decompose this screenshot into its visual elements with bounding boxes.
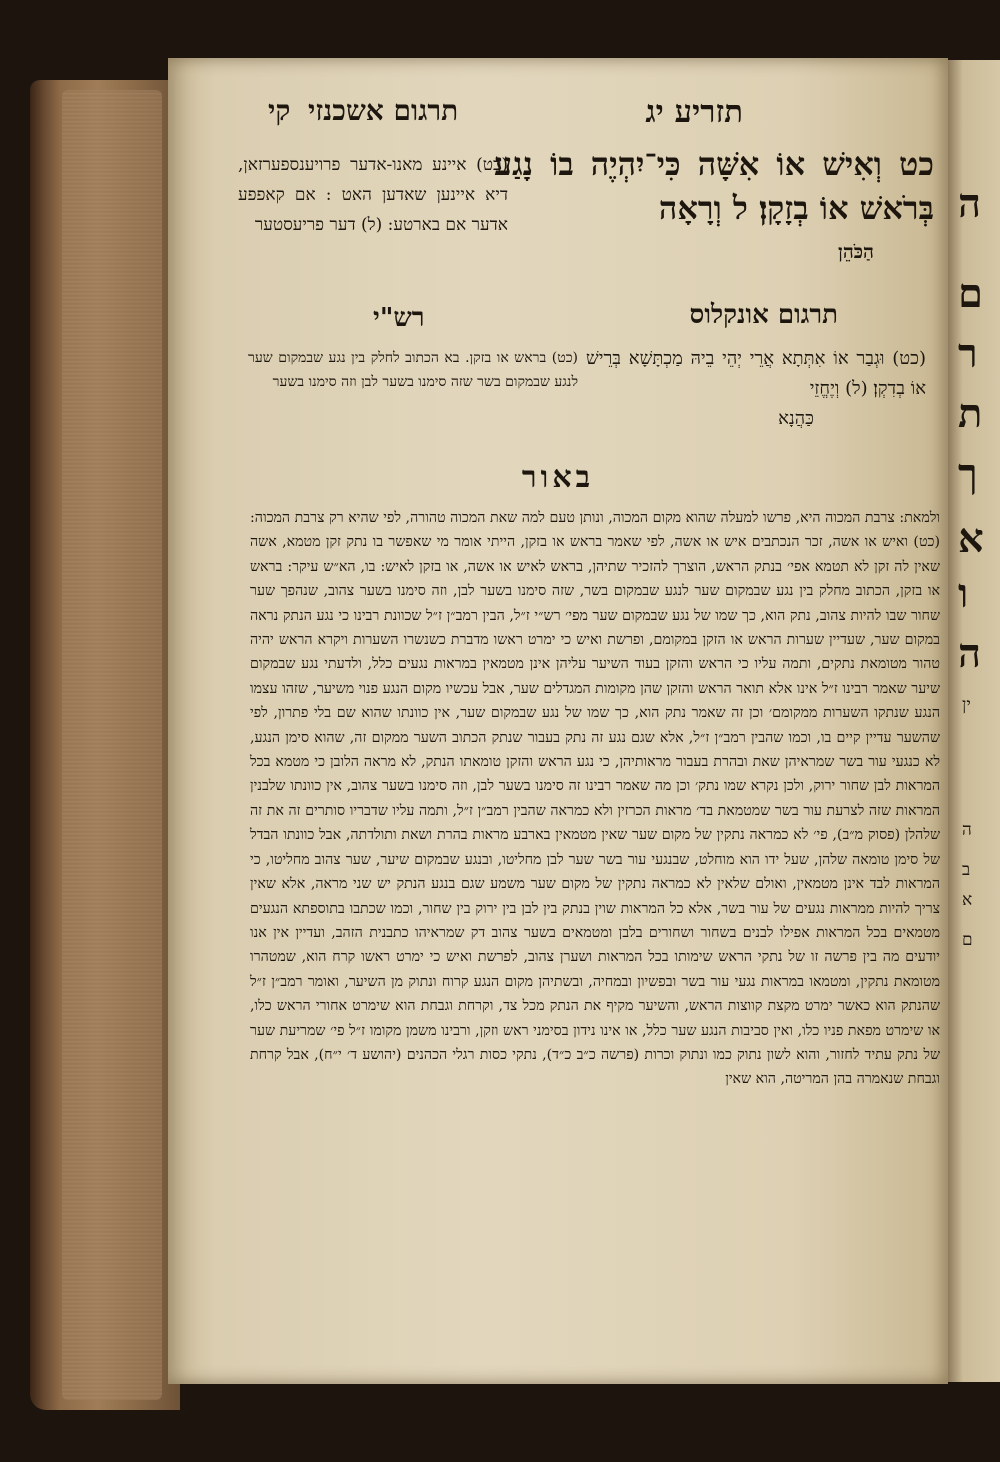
facing-letter: א [958,515,984,562]
facing-letter: ין [962,695,971,715]
ashkenazi-translation: (כט) איינע מאנו-אדער פרויענספערזאן, דיא איינען שאדען האט : אם קאפפע אדער אם בארטע: (ל) דער פריעסטער [238,155,508,235]
rashi-title: רש"י [373,303,425,333]
facing-letter: ה [962,820,972,840]
onkelos-continuation: כַּהֲנָא [778,408,814,429]
facing-letter: ת [958,390,983,437]
facing-letter: ה [958,630,982,677]
facing-letter: ה [958,180,982,227]
onkelos-body: (כט) וּגְבַר אוֹ אִתְּתָא אֲרֵי יְהֵי בֵיהּ מַכְתָּשָׁא בְּרֵישׁ אוֹ בְדִקְן׃ (ל) וְיֶחֱזֵי [586,348,926,399]
beur-paragraph: ולמאת: צרבת המכוה היא, פרשו למעלה שהוא מקום המכוה, ונותן טעם למה שאת המכוה טהורה, לפי שהיא רק צרבת המכוה: (כט) ואיש או אשה, זכר הנכתבים איש או אשה, לפי שאמר בראש או בזקן, הייתי אומר מי שאפשר בו נתק זקן מטמא, אשה שאין לה זקן לא תטמא אפי׳ בנתק הראש, הוצרך להזכיר שתיהן, בראש לאיש או אשה, או בזקן לאיש: בו, הא״ש עיקר: בראש או בזקן, הכתוב מחלק בין נגע שבמקום שער לנגע שבמקום בשר, שזה סימנו בשער לבן, וזה סימנו בשער צהוב, שנהפך שער שחור שבו להיות צהוב, נתק הוא, כך שמו של נגע שבמקום שער מפי׳ רש״י ז״ל, הבין רמב״ן ז״ל שכוונת רבינו כי נגע הנתק נראה במקום שער, שעדיין שערות הראש או הזקן במקומם, ופרשת ואיש כי ימרט ראשו מדברת כשנשרו השערות ויקרא הראש יהיה טהור מטומאת נתקים, ותמה עליו כי הראש והזקן בעוד השיער עליהן אינן מטמאין במראות נגעים כלל, ולדעתי נגע שבמקום שיער שאמר רבינו ז״ל אינו אלא תואר הראש והזקן שהן מקומות המגדלים שער, אבל עכשיו מקום הנגע פנוי משיער, שזהו עצמו הנגע שנתקו השערות ממקומם׳ וכן זה שאמר נתק הוא, כך שמו של נגע שבמקום שער, אין כוונתו שהוא שם בלי פתרון, לפי שהשער עדיין קיים בו, וכמו שהבין רמב״ן ז״ל, אלא שגם נגע זה נתק בעבור שנתק הכתוב השער ממקום זה, שהוא סימן הנגע, לא כנגעי עור בשר שמראיהן שאת ובהרת בעבור מראותיהן, כי נגע הראש והזקן טומאתו הנתק, לא מראה הלובן כי מטמא בכל המראות לבן שחור ירוק, ולכן נקרא שמו נתק׳ וכן מה שאמר רבינו זה סימנו בשער לבן, וזה סימנו בשער צהוב, אין כוונתו שלבנין המראות שזה לצרעת עור בשר שמטמאת בד׳ מראות הכרזין ולא כמראה שהבין רמב״ן ז״ל, ותמה עליו שדבריו סותרים זה את זה שלהלן (פסוק מ״ב), פי׳ לא כמראה נתקין של מקום שער שאין מטמאין בארבע מראות בהרת ושאת ותולדתה, אבל כוונתו הבדל של סימן טומאה שלהן, שעל ידו הוא מוחלט, שבנגעי עור בשר שער לבן מחליטו, ובנגע שבמקום שיער, שער צהוב מחליטו, כי המראות לבד אינן מטמאין, ואולם שלאין לא כמראה נתקין של מקום שער משמע שגם בנגע הנתק יש שני מראה, אלא שאין צריך להיות ממראות נגעים של עור בשר, אלא כל המראות שוין בנתק בין לבן בין ירוק בין שחור, וכמו שכתבו בתוספתא הנגעים מטמאים בכל המראות אפילו לבנים בשחור ושחורים בלבן ומטמאים בשער צהוב דק שמראיהו כתבנית הזהב, ועדיין אין אנו יודעים מה בין פרשה זו של נתקי הראש שימותו בכל המראות ושערן צהוב, לפרשת ואיש כי ימרט ראשו קרח הוא, שמטהרו מטומאת נתקין, ומטמאו במראות נגעי עור בשר ובפשיון ובמחיה, ובשתיהן מקום הנגע קרוח ונתוק מן השיער, ואומר רמב״ן ז״ל שהנתק הוא כאשר ימרט מקצת קווצות הראש, והשיער מקיף את הנתק מכל צד, וקרחת וגבחת הוא שימרט אחורי הראש כלו, או שימרט מפאת פניו כלו, ואין סביבות הנגע שער כלל, או אינו נידון בסימני ראש וזקן, ורבינו משמן מקומו ז״ל פי׳ שמריעת שער של נתק עתיד לחזור, והוא לשון נתוק כמו ונתוק וכרות (פרשה כ״ב כ״ד), נתקי כסות רגלי הכהנים (יהושע ד׳ י״ח), אבל קרחת וגבחת שנאמרה בהן המריטה, הוא שאין [250,510,940,1088]
beur-title: באור [521,460,595,495]
onkelos-title: תרגום אונקלוס [689,300,838,330]
torah-verse [494,142,934,274]
facing-letter: ם [958,270,983,317]
facing-page [948,60,1000,1382]
facing-letter: א [962,890,973,910]
facing-letter: ם [962,930,973,950]
verse-continuation: הַכֹּהֵן [838,241,874,263]
page-edges [62,90,162,1400]
targum-header: תרגום אשכנזי [308,94,459,127]
facing-letter: ך [958,450,978,497]
onkelos-text [586,344,926,434]
facing-letter: ר [958,330,978,377]
parasha-header: תזריע יג [645,94,743,130]
rashi-text: (כט) בראש או בזקן. בא הכתוב לחלק בין נגע שבמקום שער לנגע שבמקום בשר שזה סימנו בשער לבן וזה סימנו בשער [248,350,578,390]
page-number: קי [268,94,291,127]
facing-letter: ב [962,860,971,880]
facing-letter: ו [958,570,969,617]
beur-commentary [250,506,940,1092]
verse-text: כט וְאִישׁ אוֹ אִשָּׁה כִּי־יִהְיֶה בוֹ נָגַע בְּרֹאשׁ אוֹ בְזָקָן׃ ל וְרָאָה [494,145,934,227]
book-page [168,58,948,1384]
